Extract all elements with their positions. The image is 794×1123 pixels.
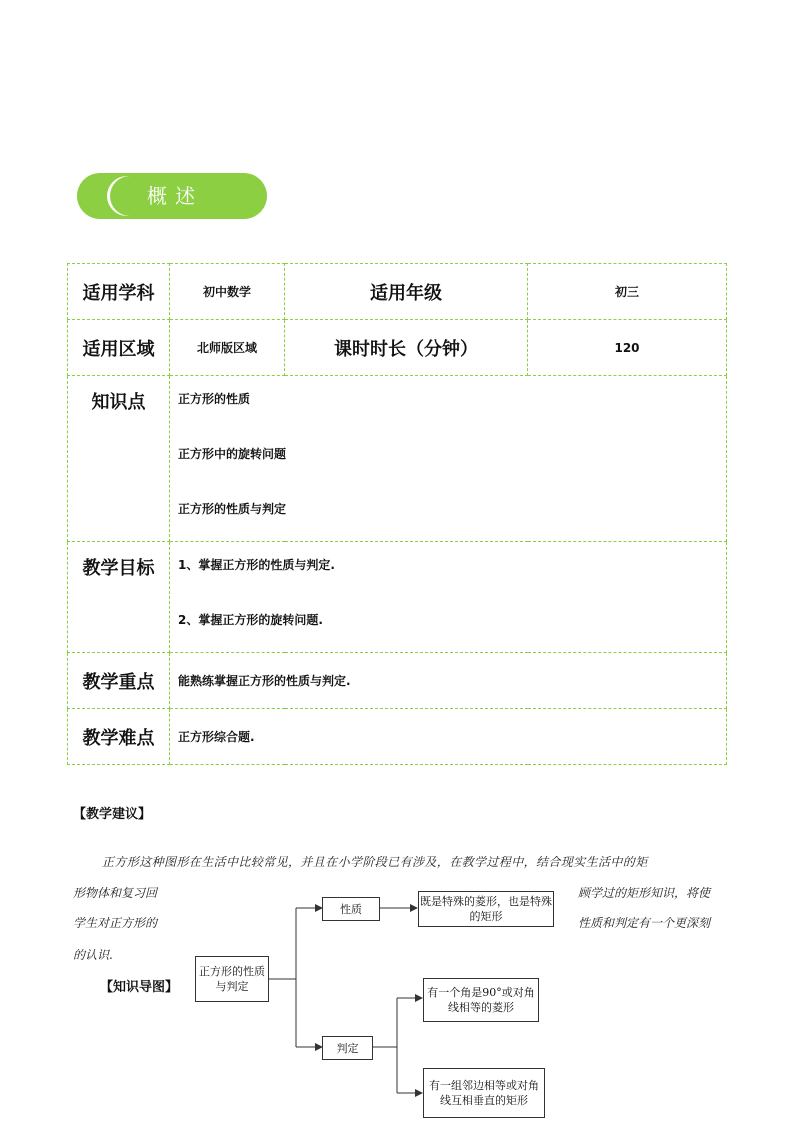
mindmap-judgment-2: 有一组邻边相等或对角线互相垂直的矩形 — [423, 1068, 545, 1118]
mindmap-property: 性质 — [322, 897, 380, 921]
knowledge-item: 正方形中的旋转问题 — [178, 447, 287, 461]
suggestion-line: 正方形这种图形在生活中比较常见，并且在小学阶段已有涉及，在教学过程中，结合现实生活中的矩 — [102, 855, 648, 869]
knowledge-item: 正方形的性质与判定 — [178, 502, 287, 516]
suggestion-line: 学生对正方形的 — [73, 916, 158, 930]
duration-label: 课时时长（分钟） — [285, 320, 528, 376]
focus-label: 教学重点 — [68, 653, 170, 709]
suggestion-line: 顾学过的矩形知识，将使 — [578, 886, 711, 900]
focus-value: 能熟练掌握正方形的性质与判定. — [170, 653, 727, 709]
mindmap-judgment-1: 有一个角是90°或对角线相等的菱形 — [423, 978, 539, 1022]
mindmap-judgment: 判定 — [322, 1036, 373, 1060]
region-label: 适用区域 — [68, 320, 170, 376]
knowledge-item: 正方形的性质 — [178, 392, 251, 406]
section-title: 概述 — [147, 184, 203, 208]
subject-value: 初中数学 — [170, 264, 285, 320]
suggestion-title: 【教学建议】 — [73, 807, 152, 822]
region-value: 北师版区域 — [170, 320, 285, 376]
grade-label: 适用年级 — [285, 264, 528, 320]
subject-label: 适用学科 — [68, 264, 170, 320]
suggestion-line: 性质和判定有一个更深刻 — [578, 916, 711, 930]
goal-item: 2、掌握正方形的旋转问题. — [178, 613, 323, 627]
mindmap-title: 【知识导图】 — [100, 980, 179, 995]
mindmap-root: 正方形的性质与判定 — [195, 956, 269, 1002]
goals-label: 教学目标 — [68, 542, 170, 653]
suggestion-line: 形物体和复习回 — [73, 886, 158, 900]
difficulty-value: 正方形综合题. — [170, 709, 727, 765]
mindmap-property-desc: 既是特殊的菱形，也是特殊的矩形 — [418, 891, 554, 927]
suggestion-line: 的认识. — [73, 948, 113, 962]
goal-item: 1、掌握正方形的性质与判定. — [178, 558, 335, 572]
duration-value: 120 — [528, 320, 727, 376]
difficulty-label: 教学难点 — [68, 709, 170, 765]
grade-value: 初三 — [528, 264, 727, 320]
knowledge-label: 知识点 — [68, 376, 170, 542]
